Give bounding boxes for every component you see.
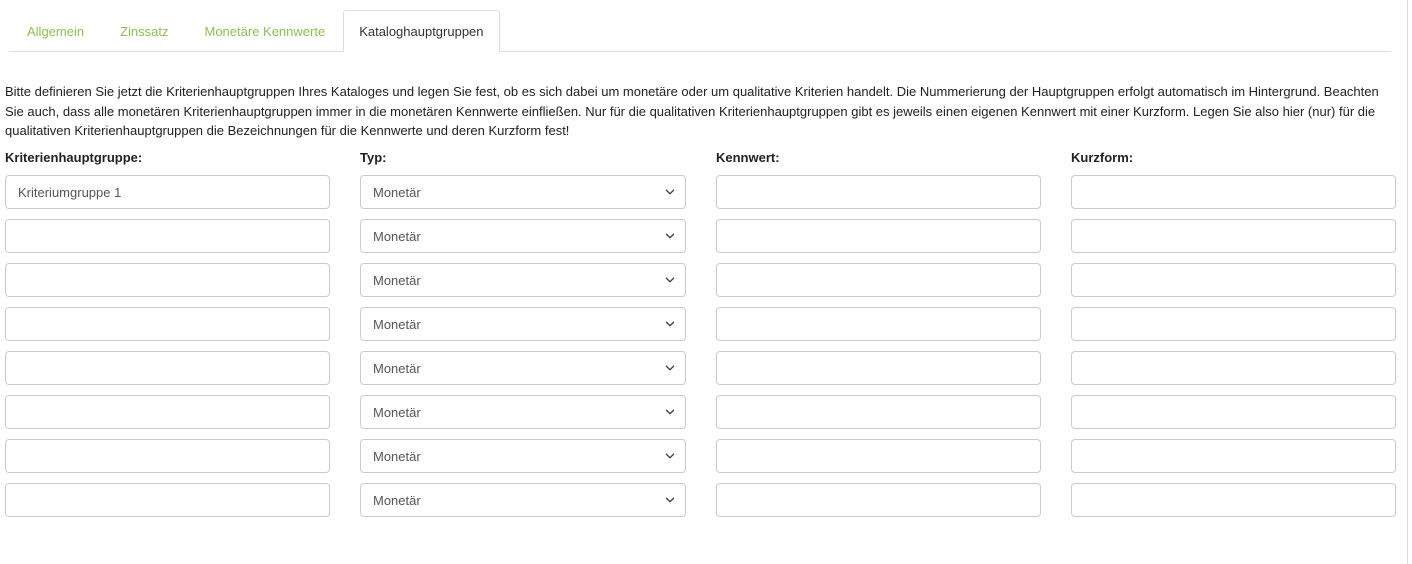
form-row: [5, 351, 1396, 385]
chevron-down-icon: [665, 231, 673, 241]
kurzform-input[interactable]: [1071, 439, 1396, 473]
kurzform-input[interactable]: [1071, 219, 1396, 253]
typ-select-value: Monetär: [373, 404, 421, 420]
kriterienhauptgruppe-input[interactable]: [5, 263, 330, 297]
kurzform-input[interactable]: [1071, 263, 1396, 297]
form-row: [5, 219, 1396, 253]
tab-monetaere-kennwerte[interactable]: Monetäre Kennwerte: [204, 23, 326, 39]
chevron-down-icon: [665, 495, 673, 505]
typ-select[interactable]: [360, 219, 686, 253]
chevron-down-icon: [665, 275, 673, 285]
kennwert-input[interactable]: [716, 439, 1041, 473]
header-typ: Typ:: [360, 150, 387, 165]
typ-select[interactable]: [360, 483, 686, 517]
tab-kataloghauptgruppen[interactable]: Kataloghauptgruppen: [343, 10, 499, 52]
form-row: [5, 483, 1396, 517]
kriterienhauptgruppe-input[interactable]: [5, 439, 330, 473]
typ-select[interactable]: [360, 307, 686, 341]
form-row: [5, 395, 1396, 429]
chevron-down-icon: [665, 363, 673, 373]
kennwert-input[interactable]: [716, 307, 1041, 341]
kurzform-input[interactable]: [1071, 483, 1396, 517]
kurzform-input[interactable]: [1071, 307, 1396, 341]
tab-bar: [9, 11, 1391, 52]
kurzform-input[interactable]: [1071, 395, 1396, 429]
form-row: [5, 439, 1396, 473]
typ-select[interactable]: [360, 439, 686, 473]
typ-select[interactable]: [360, 263, 686, 297]
kennwert-input[interactable]: [716, 263, 1041, 297]
header-kurzform: Kurzform:: [1071, 150, 1134, 165]
form-row: [5, 175, 1396, 209]
chevron-down-icon: [665, 407, 673, 417]
typ-select-value: Monetär: [373, 316, 421, 332]
chevron-down-icon: [665, 319, 673, 329]
typ-select[interactable]: [360, 395, 686, 429]
kriterienhauptgruppe-input[interactable]: [5, 483, 330, 517]
kriterienhauptgruppe-input[interactable]: [5, 175, 330, 209]
form-row: [5, 307, 1396, 341]
chevron-down-icon: [665, 451, 673, 461]
kurzform-input[interactable]: [1071, 175, 1396, 209]
description-text: Bitte definieren Sie jetzt die Kriterienhauptgruppen Ihres Kataloges und legen Sie fest, ob es sich dabei um monetäre oder um qualitative Kriterien handelt. Die Nummerierung der Hauptgruppen erfolgt automatisch im Hintergrund. Beachten Sie auch, dass alle monetären Kriterienhauptgruppen immer in die monetären Kennwerte einfließen. Nur für die qualitativen Kriterienhauptgruppen gibt es jeweils einen eigenen Kennwert mit einer Kurzform. Legen Sie also hier (nur) für die qualitativen Kriterienhauptgruppen die Bezeichnungen für die Kennwerte und deren Kurzform fest!: [5, 84, 1379, 138]
column-headers: [5, 150, 1396, 174]
kriterienhauptgruppe-input[interactable]: [5, 351, 330, 385]
typ-select-value: Monetär: [373, 448, 421, 464]
kennwert-input[interactable]: [716, 219, 1041, 253]
kriterienhauptgruppe-input[interactable]: [5, 307, 330, 341]
typ-select-value: Monetär: [373, 272, 421, 288]
header-kennwert: Kennwert:: [716, 150, 780, 165]
chevron-down-icon: [665, 187, 673, 197]
kennwert-input[interactable]: [716, 483, 1041, 517]
typ-select[interactable]: [360, 351, 686, 385]
kriterienhauptgruppe-input[interactable]: [5, 219, 330, 253]
group-form: [5, 150, 1396, 508]
typ-select-value: Monetär: [373, 228, 421, 244]
typ-select[interactable]: [360, 175, 686, 209]
tab-allgemein[interactable]: Allgemein: [27, 23, 85, 39]
page-right-border: [1407, 0, 1408, 564]
kennwert-input[interactable]: [716, 351, 1041, 385]
kriterienhauptgruppe-input[interactable]: [5, 395, 330, 429]
kurzform-input[interactable]: [1071, 351, 1396, 385]
typ-select-value: Monetär: [373, 360, 421, 376]
tab-zinssatz[interactable]: Zinssatz: [120, 23, 169, 39]
header-kriterienhauptgruppe: Kriterienhauptgruppe:: [5, 150, 143, 165]
kennwert-input[interactable]: [716, 395, 1041, 429]
form-row: [5, 263, 1396, 297]
typ-select-value: Monetär: [373, 492, 421, 508]
kennwert-input[interactable]: [716, 175, 1041, 209]
typ-select-value: Monetär: [373, 184, 421, 200]
